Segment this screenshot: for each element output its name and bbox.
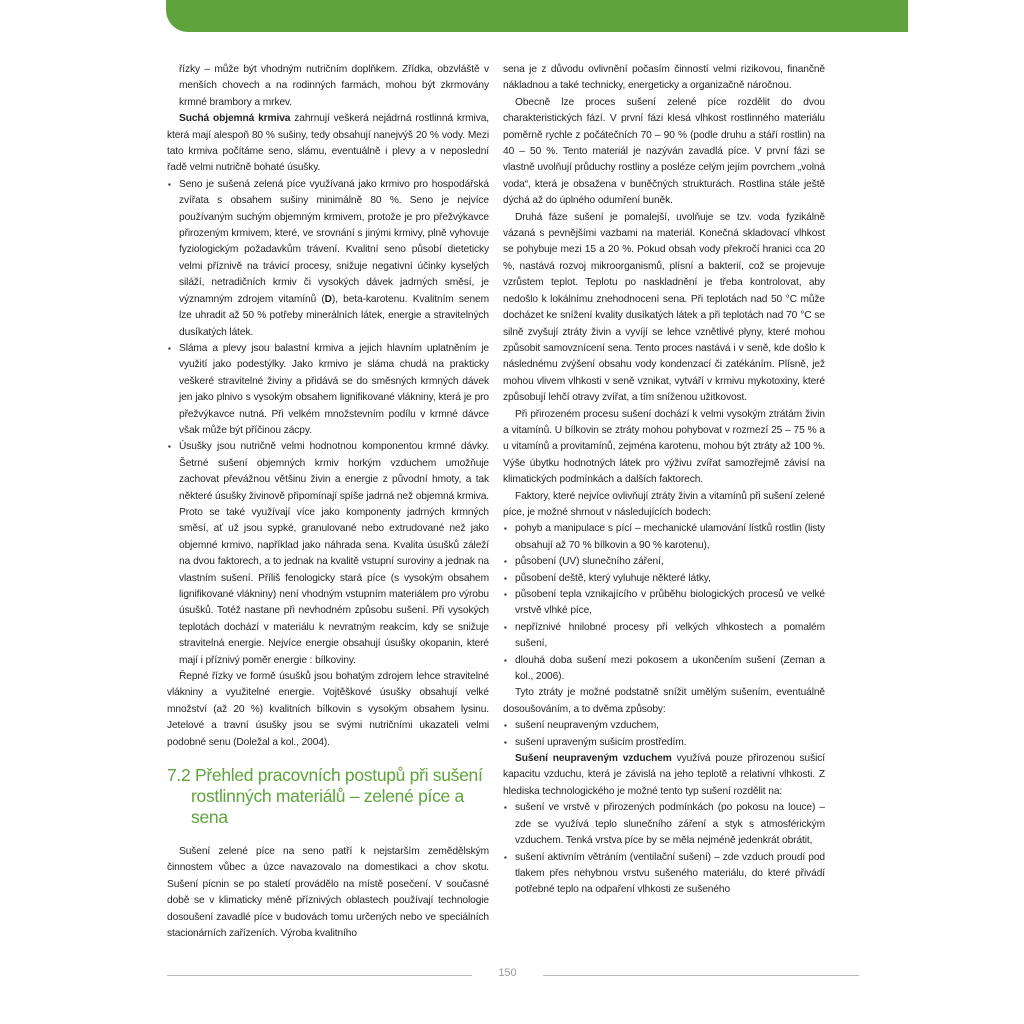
paragraph: sena je z důvodu ovlivnění počasím činností velmi rizikovou, finančně nákladnou a také technicky, energeticky a organizačně náročnou. [503,64,825,92]
bold-term: Sušení neupraveným vzduchem [515,753,672,765]
bullet-item: ▪ působení (UV) slunečního záření, [503,554,825,570]
footer-rule-right [543,975,859,976]
bullet-item: ▪ sušení upraveným sušicím prostředím. [503,735,825,751]
bullet-item [167,177,489,341]
paragraph-text: využívá pouze přirozenou sušicí kapacitu vzduchu, která je závislá na jeho teplotě a relativní vlhkosti. Z hlediska technologického je možné tento typ sušení rozdělit na: [503,753,825,797]
bullet-item: ▪ pohyb a manipulace s pící – mechanické ulamování lístků rostlin (listy obsahují až 70 % bílkovin a 90 % karotenu), [503,521,825,554]
bullet-text: ), beta-karotenu. Kvalitním senem lze uhradit až 50 % potřeby minerálních látek, energie a stravitelných dusíkatých látek. [179,293,489,338]
paragraph: Sušení zelené píce na seno patří k nejstarším zemědělským činnostem vůbec a úzce navazovalo na domestikaci a chov skotu. Sušení pícnin se po staletí provádělo na místě posečení. V současné době se v klimaticky méně příznivých oblastech používají technologie dosoušení zavadlé píce v budovách tomu určených nebo ve speciálních stacionárních zařízeních. Výroba kvalitního [167,846,489,940]
bullet-item: ▪ nepříznivé hnilobné procesy při velkých vlhkostech a pomalém sušení, [503,620,825,653]
bullet-item: ▪ sušení aktivním větráním (ventilační sušení) – zde vzduch proudí pod tlakem přes nehybnou vrstvu sušeného materiálu, do které přivádí potřebné teplo na odpaření vlhkosti ze sušeného [503,850,825,899]
paragraph: řízky – může být vhodným nutričním doplňkem. Zřídka, obzvláště v menších chovech a na rodinných farmách, mohou být zkrmovány krmné brambory a mrkev. [179,64,489,108]
bullet-item: ▪ působení tepla vznikajícího v průběhu biologických procesů ve velké vrstvě vlhké píce, [503,587,825,620]
bullet-item: ▪ sušení ve vrstvě v přirozených podmínkách (po pokosu na louce) – zde se využívá teplo slunečního záření a styk s atmosférickým vzduchem. Tenká vrstva píce by se měla nejméně jedenkrát obrátit, [503,800,825,849]
paragraph: Druhá fáze sušení je pomalejší, uvolňuje se tzv. voda fyzikálně vázaná s pevnějšími vazbami na materiál. Konečná skladovací vlhkost se pohybuje mezi 15 a 20 %. Pokud obsah vody překročí hranici cca 20 %, nastává rozvoj mikroorganismů, plísní a bakterií, což se projevuje vzrůstem teplot. Teplotu po naskladnění je třeba kontrolovat, aby nedošlo k lokálnímu znehodnocení sena. Při teplotách nad 50 °C může docházet ke snížení kvality dusíkatých látek a při teplotách nad 70 °C se silně zvyšují ztráty živin a vyvíjí se lehce vznětlivé plyny, které mohou způsobit samovznícení sena. Tento proces nastává i v seně, kde došlo k následnému zvýšení obsahu vody kondenzací či zatékáním. Plísně, jež mohou vlivem vlhkosti v seně vznikat, vytváří v krmivu mykotoxiny, které způsobují lehčí otravy zvířat, a tím sníženou užitkovost. [503,211,825,404]
bold-term: D [324,293,332,305]
paragraph: Faktory, které nejvíce ovlivňují ztráty živin a vitamínů při sušení zelené píce, je možné shrnout v následujících bodech: [503,490,825,518]
bullet-text: Seno je sušená zelená píce využívaná jako krmivo pro hospodářská zvířata s obsahem sušiny minimálně 80 %. Seno je nejvíce používaným suchým objemným krmivem, protože je pro přežvýkavce přirozeným krmivem, které, ve srovnání s jinými krmivy, plně vyhovuje fyziologickým požadavkům trávení. Kvalitní seno působí dieteticky velmi příznivě na trávicí procesy, snižuje negativní účinky kyselých siláží, netradičních krmiv či vysokých dávek jadrných směsí, je významným zdrojem vitamínů ( [179,178,489,305]
bullet-item: ▪ dlouhá doba sušení mezi pokosem a ukončením sušení (Zeman a kol., 2006). [503,653,825,686]
bullet-item: ▪ Sláma a plevy jsou balastní krmiva a jejich hlavním uplatněním je využití jako podestýlky. Jako krmivo je sláma chudá na prakticky veškeré stravitelné živiny a přidává se do směsných krmných dávek jen jako plnivo s vysokým obsahem lignifikované vlákniny, která je pro přežvýkavce nutná. Při velkém množstevním podílu v krmné dávce však může být příčinou zácpy. [167,341,489,439]
page-number: 150 [498,967,517,979]
bullet-item: ▪ sušení neupraveným vzduchem, [503,718,825,734]
paragraph [167,111,489,177]
bullet-item: ▪ působení deště, který vyluhuje některé látky, [503,571,825,587]
footer-rule-left [167,975,472,976]
paragraph: Při přirozeném procesu sušení dochází k velmi vysokým ztrátám živin a vitamínů. U bílkovin se ztráty mohou pohybovat v rozmezí 25 – 75 % a u vitamínů a provitamínů, zejména karotenu, mohou být ztráty až 100 %. Výše úbytku hodnotných látek pro výživu zvířat samozřejmě závisí na klimatických podmínkách a dalších faktorech. [503,408,825,486]
right-column [503,62,825,899]
section-heading: 7.2 Přehled pracovních postupů při sušení rostlinných materiálů – zelené píce a sena [167,765,483,828]
paragraph [503,751,825,800]
paragraph: Řepné řízky ve formě úsušků jsou bohatým zdrojem lehce stravitelné vlákniny a využitelné energie. Vojtěškové úsušky obsahují velké množství (až 20 %) kvalitních bílkovin s vysokým obsahem lysinu. Jetelové a travní úsušky jsou se svými nutričními ukazateli velmi podobné senu (Doležal a kol., 2004). [167,671,489,748]
left-column [167,62,489,943]
chapter-header-bar [166,0,908,32]
paragraph: Tyto ztráty je možné podstatně snížit umělým sušením, eventuálně dosoušováním, a to dvěma způsoby: [503,687,825,715]
paragraph: Obecně lze proces sušení zelené píce rozdělit do dvou charakteristických fází. V první fázi klesá vlhkost rostlinného materiálu poměrně rychle z počátečních 70 – 90 % (podle druhu a stáří rostlin) na 40 – 50 %. Tento materiál je nazýván zavadlá píce. V první fázi se vlastně uvolňují průduchy rostliny a posléze celým jejím povrchem „volná voda“, která je obsažena v buněčných strukturách. Rostlina stále ještě dýchá až do úplného odumření buněk. [503,96,825,207]
bold-term: Suchá objemná krmiva [179,113,291,125]
bullet-item: ▪ Úsušky jsou nutričně velmi hodnotnou komponentou krmné dávky. Šetrné sušení objemných krmiv horkým vzduchem umožňuje zachovat převážnou většinu živin a energie z původní hmoty, a tak některé úsušky živinově připomínají spíše jadrná než objemná krmiva. Proto se také využívají více jako komponenty jadrných krmných směsí, ať už jsou sypké, granulované nebo extrudované než jako objemné krmivo, například jako náhrada sena. Kvalita úsušků záleží na dvou faktorech, a to jednak na kvalitě vstupní suroviny a jednak na vlastním sušení. Příliš fenologicky stará píce (s vysokým obsahem lignifikované vlákniny) není vhodným vstupním materiálem pro výrobu úsušků. Totéž nastane při nevhodném způsobu sušení. Při vysokých teplotách dochází v materiálu k nevratným reakcím, kdy se snižuje stravitelná energie. Nejvíce energie obsahují úsušky okopanin, které mají i příznivý poměr energie : bílkoviny. [167,439,489,669]
paragraph-text: zahrnují veškerá nejádrná rostlinná krmiva, která mají alespoň 80 % sušiny, tedy obsahují nanejvýš 20 % vody. Mezi tato krmiva počítáme seno, slámu, eventuálně i plevy a v neposlední řadě velmi nutričně bohaté úsušky. [167,113,489,174]
